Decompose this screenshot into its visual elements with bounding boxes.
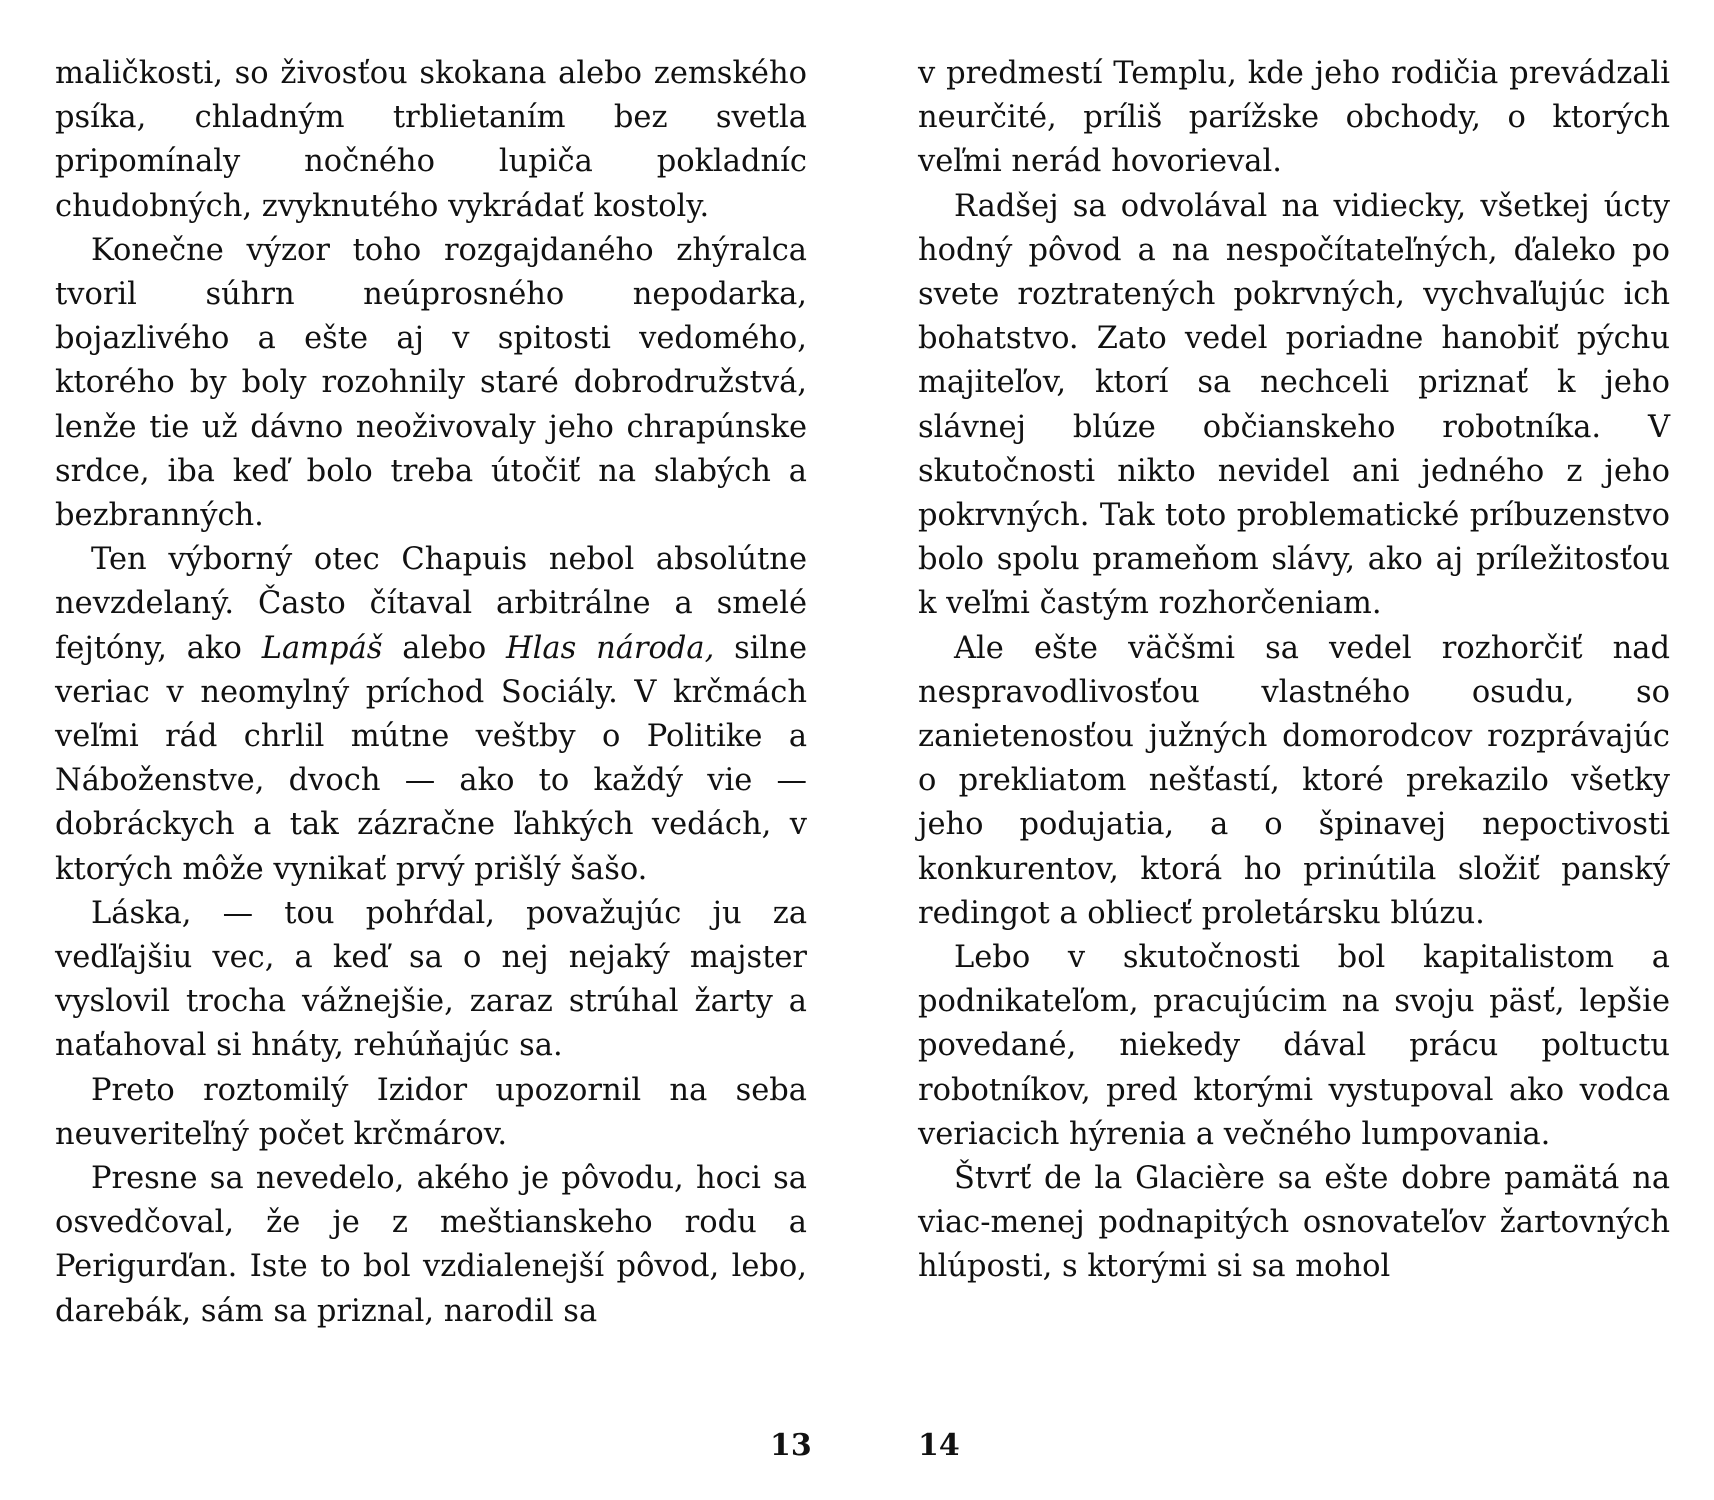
right-page-text: [918, 52, 1670, 1290]
paragraph: [918, 185, 1670, 627]
text-run: Štvrť de la Glacière sa ešte dobre pamätá na viac-menej podnapitých osnovateľov žartovných hlúposti, s ktorými si sa mohol: [918, 1161, 1670, 1285]
text-run: maličkosti, so živosťou skokana alebo zemského psíka, chladným trblietaním bez svetla pripomínaly nočného lupiča pokladníc chudobných, zvyknutého vykrádať kostoly.: [55, 56, 807, 224]
text-run: Lebo v skutočnosti bol kapitalistom a podnikateľom, pracujúcim na svoju päsť, lepšie povedané, niekedy dával prácu poltuctu robotníkov, pred ktorými vystupoval ako vodca veriacich hýrenia a večného lumpovania.: [918, 940, 1670, 1152]
paragraph: [918, 52, 1670, 185]
paragraph: [918, 936, 1670, 1157]
paragraph: [918, 1157, 1670, 1290]
text-run: Konečne výzor toho rozgajdaného zhýralca tvoril súhrn neúprosného nepodarka, bojazlivého a ešte aj v spitosti vedomého, ktorého by boly rozohnily staré dobrodružstvá, lenže tie už dávno neoživovaly jeho chrapúnske srdce, iba keď bolo treba útočiť na slabých a bezbranných.: [55, 232, 807, 534]
italic-title: Lampáš: [261, 630, 383, 666]
text-run: Presne sa nevedelo, akého je pôvodu, hoci sa osvedčoval, že je z meštianskeho rodu a Perigurďan. Iste to bol vzdialenejší pôvod, lebo, darebák, sám sa priznal, narodil sa: [55, 1161, 807, 1329]
paragraph: [55, 1157, 807, 1334]
paragraph: [918, 627, 1670, 936]
text-run: Ale ešte väčšmi sa vedel rozhorčiť nad nespravodlivosťou vlastného osudu, so zanietenosťou južných domorodcov rozprávajúc o prekliatom nešťastí, ktoré prekazilo všetky jeho podujatia, a o špinavej nepoctivosti konkurentov, ktorá ho prinútila složiť panský redingot a obliecť proletársku blúzu.: [918, 630, 1670, 931]
left-page-number: 13: [770, 1428, 812, 1463]
text-run: Radšej sa odvolával na vidiecky, všetkej úcty hodný pôvod a na nespočítateľných, ďaleko po svete roztratených pokrvných, vychvaľujúc ich bohatstvo. Zato vedel poriadne hanobiť pýchu majiteľov, ktorí sa nechceli priznať k jeho slávnej blúze občianskeho robotníka. V skutočnosti nikto nevidel ani jedného z jeho pokrvných. Tak toto problematické príbuzenstvo bolo spolu prameňom slávy, ako aj príležitosťou k veľmi častým rozhorčeniam.: [918, 188, 1670, 622]
left-page-text: [55, 52, 807, 1334]
right-page: [918, 52, 1670, 1290]
paragraph: [55, 892, 807, 1069]
italic-title: Hlas národa,: [506, 630, 715, 666]
left-page: [55, 52, 807, 1334]
text-run: Ten výborný otec Chapuis nebol absolútne nevzdelaný. Často čítaval arbitrálne a smelé fejtóny, ako: [55, 542, 807, 666]
text-run: alebo: [382, 630, 507, 666]
text-run: Preto roztomilý Izidor upozornil na seba neuveriteľný počet krčmárov.: [55, 1072, 807, 1152]
paragraph: [55, 538, 807, 892]
paragraph: [55, 52, 807, 229]
paragraph: [55, 229, 807, 538]
text-run: v predmestí Templu, kde jeho rodičia prevádzali neurčité, príliš parížske obchody, o ktorých veľmi nerád hovorieval.: [918, 56, 1670, 180]
text-run: silne veriac v neomylný príchod Sociály. V krčmách veľmi rád chrlil mútne veštby o Politike a Náboženstve, dvoch — ako to každý vie — dobráckych a tak zázračne ľahkých vedách, v ktorých môže vynikať prvý prišlý šašo.: [55, 630, 808, 887]
text-run: Láska, — tou pohŕdal, považujúc ju za vedľajšiu vec, a keď sa o nej nejaký majster vyslovil trocha vážnejšie, zaraz strúhal žarty a naťahoval si hnáty, rehúňajúc sa.: [55, 895, 807, 1064]
right-page-number: 14: [918, 1428, 960, 1463]
paragraph: [55, 1069, 807, 1157]
